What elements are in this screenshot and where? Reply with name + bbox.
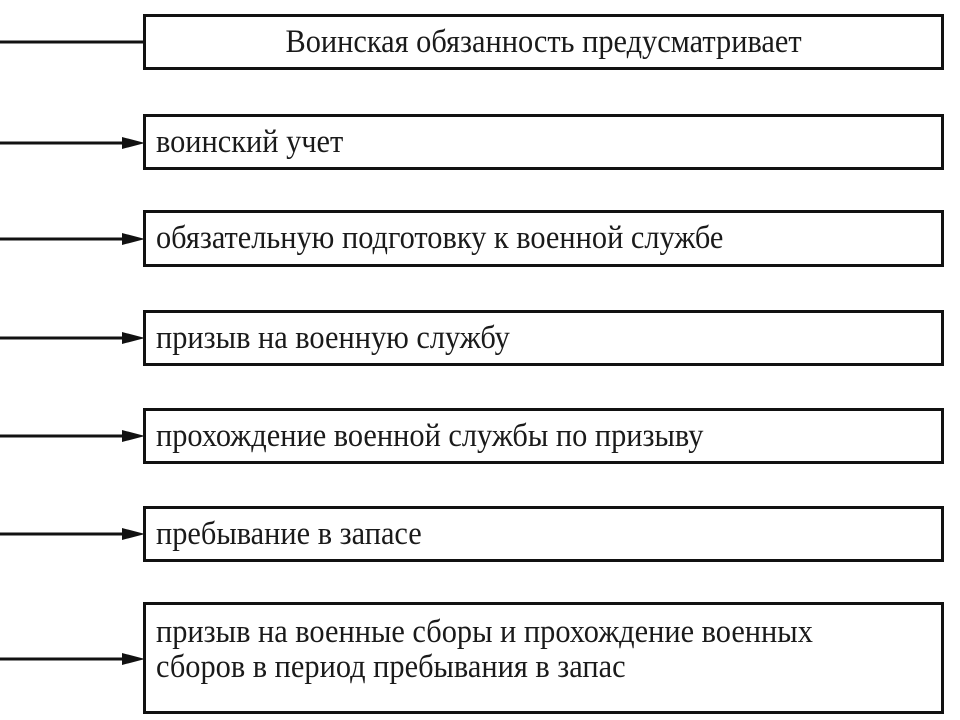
item-label: воинский учет [156, 123, 344, 160]
arrowhead-icon [122, 233, 145, 245]
arrow-1 [0, 137, 145, 149]
item-box-1 [143, 114, 944, 170]
item-box-3 [143, 310, 944, 366]
arrow-2 [0, 233, 145, 245]
arrowhead-icon [122, 332, 145, 344]
item-label: призыв на военные сборы и прохождение военных сборов в период пребывания в запас [156, 614, 813, 685]
item-label: обязательную подготовку к военной службе [156, 220, 724, 256]
item-label: пребывание в запасе [156, 515, 422, 552]
arrow-6 [0, 653, 145, 665]
title-text: Воинская обязанность предусматривает [285, 23, 802, 60]
item-box-5 [143, 506, 944, 562]
arrowhead-icon [122, 528, 145, 540]
item-box-4 [143, 408, 944, 464]
item-box-6 [143, 602, 944, 714]
arrowhead-icon [122, 430, 145, 442]
item-label: прохождение военной службы по призыву [156, 417, 704, 454]
arrowhead-icon [122, 653, 145, 665]
arrow-5 [0, 528, 145, 540]
item-label: призыв на военную службу [156, 319, 510, 356]
item-box-2 [143, 210, 944, 267]
arrow-3 [0, 332, 145, 344]
arrowhead-icon [122, 137, 145, 149]
arrow-4 [0, 430, 145, 442]
title-box [143, 14, 944, 70]
